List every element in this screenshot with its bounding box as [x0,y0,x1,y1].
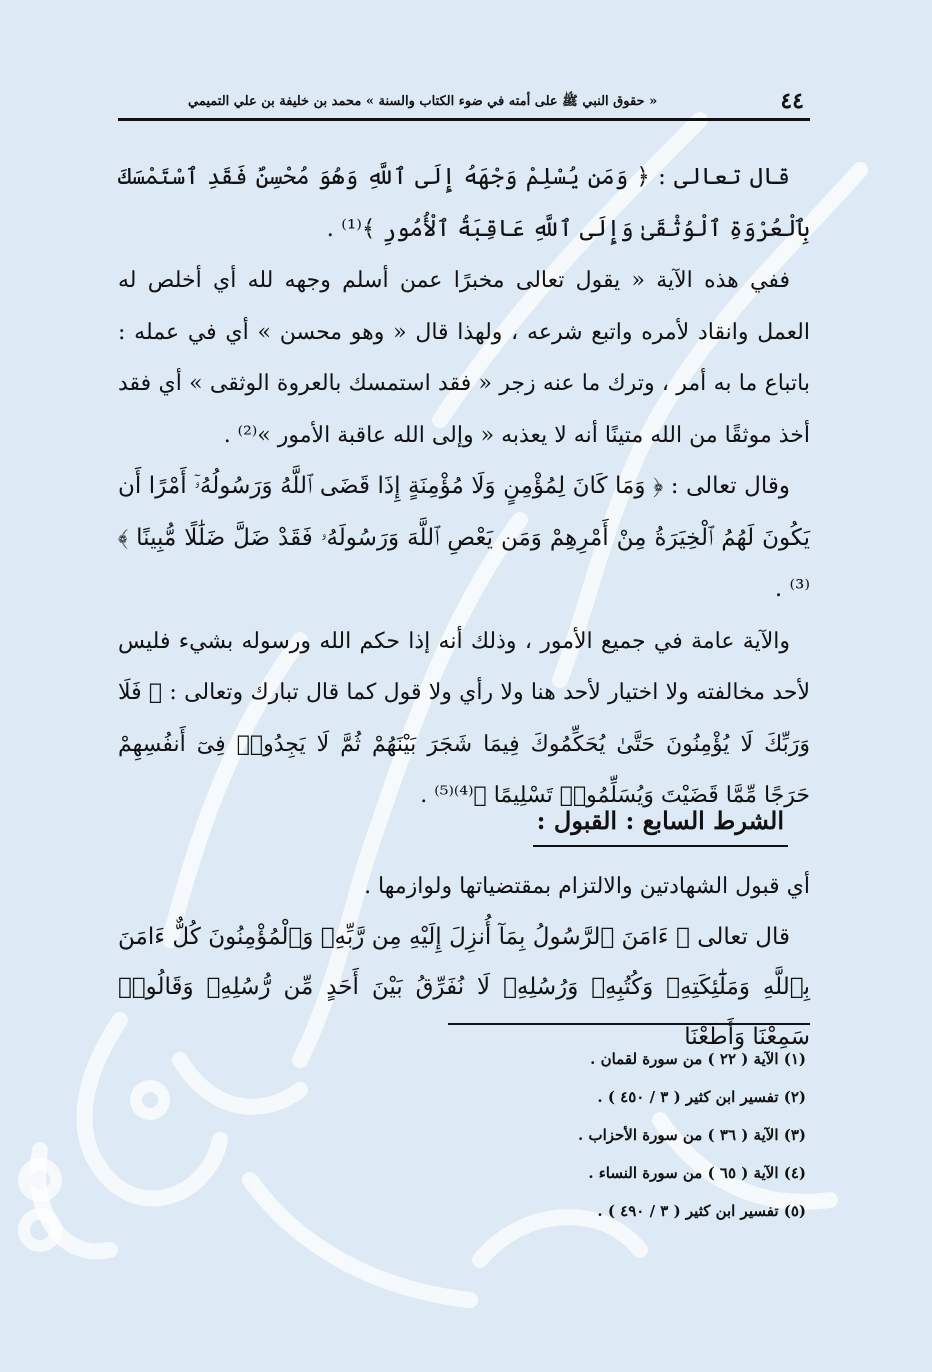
paragraph-verse-ahzab: وقال تعالى : ﴿ وَمَا كَانَ لِمُؤْمِنٍ وَلَا مُؤْمِنَةٍ إِذَا قَضَى ٱللَّهُ وَرَسُولُهُۥٓ أَمْرًا أَن يَكُونَ لَهُمُ ٱلْخِيَرَةُ مِنْ أَمْرِهِمْ وَمَن يَعْصِ ٱللَّهَ وَرَسُولَهُۥ فَقَدْ ضَلَّ ضَلَٰلًا مُّبِينًا ﴾⁽³⁾ . [118,473,810,602]
paragraph-acceptance-definition: أي قبول الشهادتين والالتزام بمقتضياتها ولوازمها . [364,874,810,899]
running-title: « حقوق النبي ﷺ على أمته في ضوء الكتاب والسنة » محمد بن خليفة بن علي التميمي [188,94,658,109]
main-text-block-1 [118,152,810,822]
paragraph-verse-baqara: قال تعالى ﴿ ءَامَنَ ٱلرَّسُولُ بِمَآ أُنزِلَ إِلَيْهِ مِن رَّبِّهِۦ وَٱلْمُؤْمِنُونَ كُلٌّ ءَامَنَ بِٱللَّهِ وَمَلَٰٓئِكَتِهِۦ وَكُتُبِهِۦ وَرُسُلِهِۦ لَا نُفَرِّقُ بَيْنَ أَحَدٍ مِّن رُّسُلِهِۦ وَقَالُوا۟ سَمِعْنَا وَأَطَعْنَا [118,924,810,1050]
footnote-1: (١) الآية ( ٢٢ ) من سورة لقمان . [590,1050,806,1068]
section-heading: الشرط السابع : القبول : [533,806,788,847]
main-text-block-2 [118,862,810,1062]
footnote-2: (٢) تفسير ابن كثير ( ٣ / ٤٥٠ ) . [597,1088,806,1106]
footnote-separator [448,1023,810,1025]
footnote-3: (٣) الآية ( ٣٦ ) من سورة الأحزاب . [578,1126,806,1144]
paragraph-verse-nisa: والآية عامة في جميع الأمور ، وذلك أنه إذا حكم الله ورسوله بشيء فليس لأحد مخالفته ولا اختيار لأحد هنا ولا رأي ولا قول كما قال تبارك وتعالى : ﴿ فَلَا وَرَبِّكَ لَا يُؤْمِنُونَ حَتَّىٰ يُحَكِّمُوكَ فِيمَا شَجَرَ بَيْنَهُمْ ثُمَّ لَا يَجِدُوا۟ فِىٓ أَنفُسِهِمْ حَرَجًا مِّمَّا قَضَيْتَ وَيُسَلِّمُوا۟ تَسْلِيمًا ﴾⁽⁴⁾⁽⁵⁾ . [118,628,810,808]
section-heading-container [118,800,810,860]
footnote-5: (٥) تفسير ابن كثير ( ٣ / ٤٩٠ ) . [597,1202,806,1220]
footnotes [118,1040,810,1230]
page-number: ٤٤ [780,88,804,114]
paragraph-verse-luqman: قال تعالى : ﴿ وَمَن يُسْلِمْ وَجْهَهُ إِلَى ٱللَّهِ وَهُوَ مُحْسِنٌ فَقَدِ ٱسْتَمْسَكَ بِٱلْعُرْوَةِ ٱلْوُثْقَىٰ وَإِلَى ٱللَّهِ عَاقِبَةُ ٱلْأُمُورِ ﴾⁽¹⁾ . [118,164,810,242]
paragraph-tafsir-luqman: ففي هذه الآية « يقول تعالى مخبرًا عمن أسلم وجهه لله أي أخلص له العمل وانقاد لأمره واتبع شرعه ، ولهذا قال « وهو محسن » أي في عمله : باتباع ما به أمر ، وترك ما عنه زجر « فقد استمسك بالعروة الوثقى » أي فقد أخذ موثقًا من الله متينًا أنه لا يعذبه « وإلى الله عاقبة الأمور »⁽²⁾ . [118,268,810,448]
footnote-4: (٤) الآية ( ٦٥ ) من سورة النساء . [588,1164,806,1182]
page-header [118,84,810,121]
